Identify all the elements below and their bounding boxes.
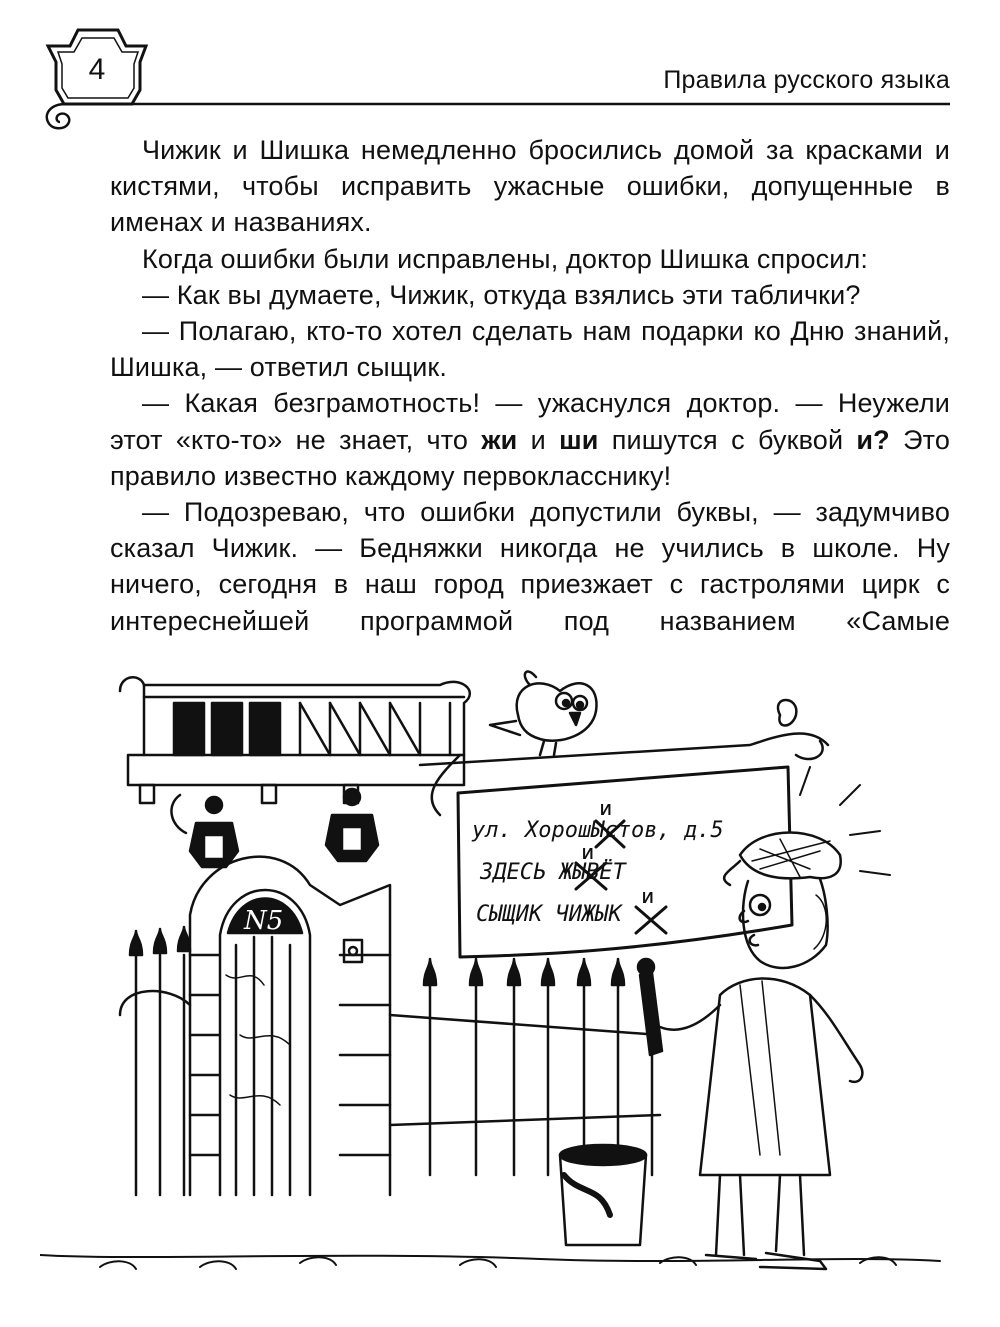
fence-right bbox=[390, 959, 660, 1175]
page-number: 4 bbox=[88, 53, 106, 86]
paragraph-1: Чижик и Шишка немедленно бросились домой за красками и кистями, чтобы исправить ужасные ошибки, допущенные в именах и названиях. bbox=[110, 135, 950, 238]
balcony bbox=[120, 677, 470, 803]
sign-line2-error: Ы bbox=[572, 860, 586, 885]
svg-text:СЫЩИК ЧИЖЫК bbox=[476, 902, 623, 927]
paragraph-5: — Какая безграмотность! — ужаснулся доктор. — Неужели этот «кто-то» не знает, что жи и ши пишутся с буквой и? Это правило известно каждому первокласснику! bbox=[110, 388, 950, 491]
spiral-ornament bbox=[47, 104, 69, 128]
paragraph-6: — Подозреваю, что ошибки допустили буквы, — задумчиво сказал Чижик. — Бедняжки никогда не учились в школе. Ну ничего, сегодня в наш город приезжает с гастролями цирк с интереснейшей программой под названием «Самые bbox=[110, 497, 950, 636]
sign-line3-correction: И bbox=[642, 890, 654, 907]
sign-line3-end: К bbox=[608, 902, 622, 927]
illustration bbox=[40, 655, 970, 1295]
sign-line2-end: ВЁТ bbox=[585, 860, 626, 885]
running-title: Правила русского языка bbox=[663, 66, 950, 94]
sign-board bbox=[458, 767, 792, 957]
ground bbox=[40, 1255, 940, 1269]
sign-line1-correction: И bbox=[600, 802, 612, 819]
sign-line3-error: Ы bbox=[595, 902, 609, 927]
sign-line1-end: стов, д.5 bbox=[604, 818, 724, 843]
sign-line2-correction: И bbox=[582, 846, 594, 863]
paragraph-3: — Как вы думаете, Чижик, откуда взялись эти таблички? bbox=[142, 279, 861, 310]
lantern-right bbox=[326, 789, 378, 861]
bird-illustration bbox=[490, 672, 597, 755]
sign-line1-start: ул. Хорош bbox=[472, 818, 592, 843]
body-text bbox=[110, 132, 950, 639]
paragraph-2: Когда ошибки были исправлены, доктор Шишка спросил: bbox=[142, 243, 869, 274]
gate-building bbox=[190, 857, 390, 1195]
lantern-left bbox=[171, 795, 238, 867]
sign-line2-start: ЗДЕСЬ Ж bbox=[480, 860, 573, 885]
house-number: N5 bbox=[244, 906, 284, 936]
fence-left bbox=[120, 927, 190, 1195]
bold-shi: ши bbox=[559, 424, 599, 455]
sign-line3-start: СЫЩИК ЧИЖ bbox=[476, 902, 596, 927]
paint-bucket bbox=[560, 1145, 646, 1245]
sign-line1-error: Ы bbox=[591, 818, 605, 843]
bold-i: и? bbox=[856, 424, 890, 455]
paragraph-4: — Полагаю, кто-то хотел сделать нам подарки ко Дню знаний, Шишка, — ответил сыщик. bbox=[110, 316, 950, 383]
bold-zhi: жи bbox=[481, 424, 518, 455]
